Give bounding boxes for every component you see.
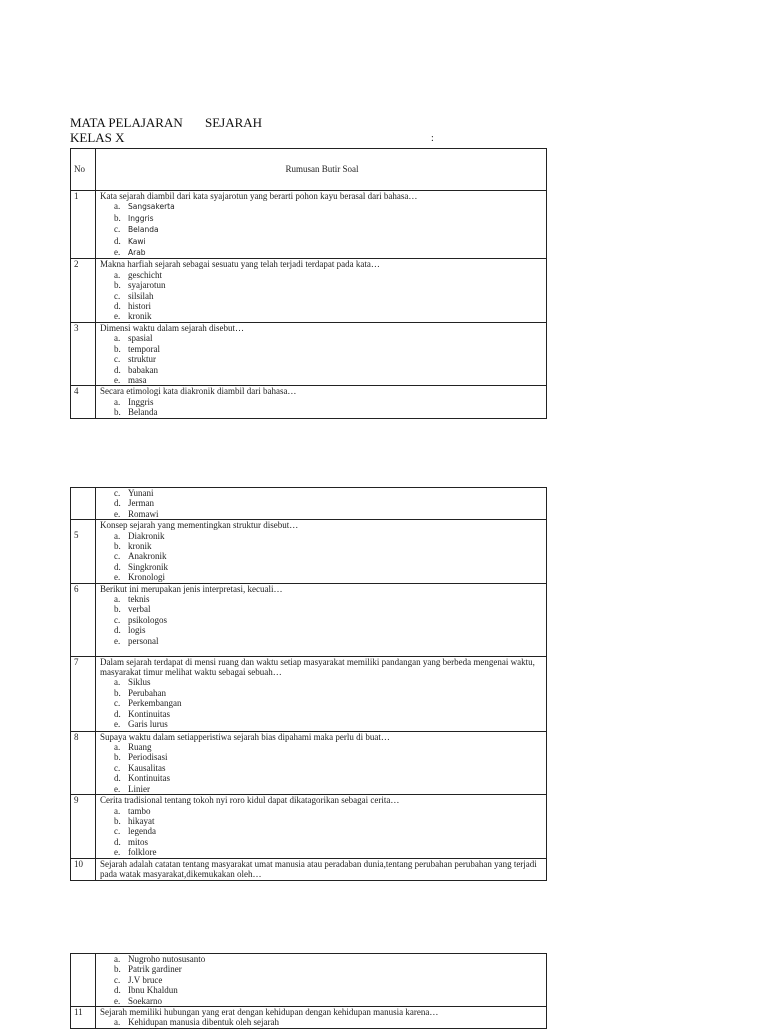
option-letter: a. bbox=[114, 677, 121, 688]
option-letter: a. bbox=[114, 269, 121, 280]
option-list bbox=[100, 594, 544, 646]
question-number: 8 bbox=[71, 731, 96, 794]
option-text: Belanda bbox=[128, 407, 158, 418]
option-item bbox=[100, 806, 544, 816]
option-text: Periodisasi bbox=[128, 752, 168, 763]
option-list bbox=[100, 201, 544, 258]
option-list bbox=[100, 333, 544, 385]
option-text: teknis bbox=[128, 594, 150, 605]
question-number: 1 bbox=[71, 191, 96, 259]
option-letter: c. bbox=[114, 698, 121, 709]
table-row bbox=[71, 322, 547, 385]
option-item bbox=[100, 541, 544, 551]
question-number: 3 bbox=[71, 322, 96, 385]
option-text: Nugroho nutosusanto bbox=[128, 954, 206, 964]
option-text: personal bbox=[128, 635, 159, 646]
option-item bbox=[100, 719, 544, 729]
class-label: KELAS X bbox=[70, 130, 125, 145]
option-text: mitos bbox=[128, 836, 149, 847]
option-text: Garis lurus bbox=[128, 719, 168, 730]
option-item bbox=[100, 752, 544, 762]
option-letter: a. bbox=[114, 594, 121, 605]
question-cell bbox=[96, 386, 547, 418]
option-item bbox=[100, 625, 544, 635]
class-line bbox=[70, 130, 125, 146]
option-item bbox=[100, 688, 544, 698]
option-letter: e. bbox=[114, 508, 121, 519]
question-cell bbox=[96, 1007, 547, 1029]
question-cell bbox=[96, 954, 547, 1007]
option-item bbox=[100, 742, 544, 752]
option-letter: c. bbox=[114, 974, 121, 985]
option-letter: b. bbox=[114, 280, 121, 291]
table-row bbox=[71, 520, 547, 583]
option-text: Sangsakerta bbox=[128, 202, 175, 212]
column-no-header: No bbox=[71, 149, 96, 191]
subject-label: MATA PELAJARAN bbox=[70, 115, 183, 130]
option-text: babakan bbox=[128, 364, 158, 375]
option-text: Diakronik bbox=[128, 530, 165, 541]
question-text: Secara etimologi kata diakronik diambil dari bahasa… bbox=[100, 386, 297, 397]
subject-line bbox=[70, 115, 262, 131]
option-list bbox=[100, 397, 544, 418]
option-letter: a. bbox=[114, 1017, 121, 1028]
question-cell bbox=[96, 520, 547, 583]
option-letter: a. bbox=[114, 742, 121, 753]
option-text: hikayat bbox=[128, 815, 155, 826]
option-letter: a. bbox=[114, 201, 121, 212]
question-table-1 bbox=[70, 148, 547, 419]
question-cell bbox=[96, 322, 547, 385]
option-text: psikologos bbox=[128, 614, 168, 625]
option-letter: c. bbox=[114, 762, 121, 773]
option-text: Kronologi bbox=[128, 572, 165, 583]
option-text: kronik bbox=[128, 311, 152, 322]
option-item bbox=[100, 498, 544, 508]
option-item bbox=[100, 509, 544, 519]
option-letter: b. bbox=[114, 212, 121, 223]
question-cell bbox=[96, 488, 547, 520]
question-cell bbox=[96, 259, 547, 322]
option-letter: a. bbox=[114, 954, 121, 964]
question-cell bbox=[96, 795, 547, 858]
option-text: Jerman bbox=[128, 498, 154, 509]
option-text: Kawi bbox=[128, 236, 146, 246]
option-text: Kausalitas bbox=[128, 762, 166, 773]
option-letter: e. bbox=[114, 719, 121, 730]
option-text: Romawi bbox=[128, 508, 159, 519]
option-item bbox=[100, 847, 544, 857]
option-text: syajarotun bbox=[128, 280, 166, 291]
question-number: 4 bbox=[71, 386, 96, 418]
option-letter: b. bbox=[114, 964, 121, 975]
table-header-row bbox=[71, 149, 547, 191]
option-text: verbal bbox=[128, 604, 151, 615]
option-text: Anakronik bbox=[128, 551, 167, 562]
option-text: Belanda bbox=[128, 225, 159, 235]
table-row bbox=[71, 259, 547, 322]
option-text: tambo bbox=[128, 805, 151, 816]
option-item bbox=[100, 407, 544, 417]
option-letter: e. bbox=[114, 247, 121, 258]
option-item bbox=[100, 954, 544, 964]
table-row bbox=[71, 583, 547, 656]
option-text: Yunani bbox=[128, 488, 154, 498]
option-letter: d. bbox=[114, 364, 121, 375]
option-text: struktur bbox=[128, 354, 156, 365]
option-letter: b. bbox=[114, 687, 121, 698]
option-letter: a. bbox=[114, 333, 121, 344]
table-row bbox=[71, 386, 547, 418]
question-text: Dimensi waktu dalam sejarah disebut… bbox=[100, 322, 244, 333]
option-text: folklore bbox=[128, 847, 157, 858]
table-row bbox=[71, 1007, 547, 1029]
table-row bbox=[71, 795, 547, 858]
option-item bbox=[100, 677, 544, 687]
question-cell bbox=[96, 858, 547, 880]
question-cell bbox=[96, 191, 547, 259]
option-item bbox=[100, 344, 544, 354]
question-cell bbox=[96, 656, 547, 731]
option-letter: d. bbox=[114, 985, 121, 996]
option-item bbox=[100, 397, 544, 407]
option-list bbox=[100, 488, 544, 519]
option-item bbox=[100, 615, 544, 625]
option-item bbox=[100, 311, 544, 321]
option-item bbox=[100, 594, 544, 604]
option-letter: b. bbox=[114, 541, 121, 552]
option-item bbox=[100, 996, 544, 1006]
option-text: Linier bbox=[128, 783, 150, 794]
option-item bbox=[100, 488, 544, 498]
option-item bbox=[100, 201, 544, 212]
option-letter: c. bbox=[114, 488, 121, 498]
option-list bbox=[100, 677, 544, 729]
option-item bbox=[100, 354, 544, 364]
option-item bbox=[100, 975, 544, 985]
option-letter: e. bbox=[114, 572, 121, 583]
option-item bbox=[100, 837, 544, 847]
option-text: Arab bbox=[128, 248, 146, 258]
question-number-text: 5 bbox=[74, 530, 79, 541]
question-number: 11 bbox=[71, 1007, 96, 1029]
question-text: Berikut ini merupakan jenis interpretasi, kecuali… bbox=[100, 583, 283, 594]
option-text: Perubahan bbox=[128, 687, 166, 698]
option-item bbox=[100, 213, 544, 224]
option-item bbox=[100, 816, 544, 826]
option-item bbox=[100, 698, 544, 708]
option-letter: d. bbox=[114, 301, 121, 312]
option-letter: e. bbox=[114, 847, 121, 858]
question-text: Supaya waktu dalam setiapperistiwa sejarah bias dipahami maka perlu di buat… bbox=[100, 731, 390, 742]
option-letter: e. bbox=[114, 311, 121, 322]
option-letter: b. bbox=[114, 752, 121, 763]
question-text: Cerita tradisional tentang tokoh nyi roro kidul dapat dikatagorikan sebagai cerita… bbox=[100, 795, 400, 806]
option-item bbox=[100, 1017, 544, 1027]
question-cell bbox=[96, 583, 547, 656]
option-item bbox=[100, 291, 544, 301]
option-letter: b. bbox=[114, 407, 121, 418]
option-item bbox=[100, 270, 544, 280]
option-text: logis bbox=[128, 625, 146, 636]
option-text: Soekarno bbox=[128, 995, 162, 1006]
option-text: J.V bruce bbox=[128, 974, 163, 985]
option-letter: c. bbox=[114, 290, 121, 301]
option-text: silsilah bbox=[128, 290, 154, 301]
table-row bbox=[71, 858, 547, 880]
option-item bbox=[100, 531, 544, 541]
option-text: Kontinuitas bbox=[128, 773, 170, 784]
option-list bbox=[100, 954, 544, 1006]
option-item bbox=[100, 572, 544, 582]
subject-value: SEJARAH bbox=[205, 115, 263, 130]
option-text: Perkembangan bbox=[128, 698, 182, 709]
option-letter: e. bbox=[114, 783, 121, 794]
option-item bbox=[100, 826, 544, 836]
option-letter: c. bbox=[114, 354, 121, 365]
question-text: Makna harfiah sejarah sebagai sesuatu yang telah terjadi terdapat pada kata… bbox=[100, 259, 380, 270]
table-row bbox=[71, 488, 547, 520]
question-text: Konsep sejarah yang mementingkan struktur disebut… bbox=[100, 520, 299, 531]
option-letter: e. bbox=[114, 374, 121, 385]
option-text: temporal bbox=[128, 343, 160, 354]
option-letter: c. bbox=[114, 551, 121, 562]
option-letter: b. bbox=[114, 343, 121, 354]
option-item bbox=[100, 280, 544, 290]
option-item bbox=[100, 236, 544, 247]
option-letter: d. bbox=[114, 708, 121, 719]
option-letter: a. bbox=[114, 805, 121, 816]
option-item bbox=[100, 562, 544, 572]
option-letter: b. bbox=[114, 604, 121, 615]
option-letter: d. bbox=[114, 625, 121, 636]
option-letter: d. bbox=[114, 561, 121, 572]
option-item bbox=[100, 709, 544, 719]
option-text: Ruang bbox=[128, 742, 152, 753]
question-table-2 bbox=[70, 487, 547, 881]
table-row bbox=[71, 954, 547, 1007]
option-letter: a. bbox=[114, 530, 121, 541]
option-text: Kehidupan manusia dibentuk oleh sejarah bbox=[128, 1017, 279, 1028]
option-text: geschicht bbox=[128, 269, 162, 280]
option-text: Inggris bbox=[128, 213, 154, 223]
option-letter: c. bbox=[114, 826, 121, 837]
table-row bbox=[71, 191, 547, 259]
question-text: Sejarah memiliki hubungan yang erat dengan kehidupan dengan kehidupan manusia karena… bbox=[100, 1007, 439, 1018]
option-list bbox=[100, 806, 544, 858]
option-letter: c. bbox=[114, 614, 121, 625]
option-item bbox=[100, 763, 544, 773]
column-title-header: Rumusan Butir Soal bbox=[96, 149, 547, 191]
option-text: masa bbox=[128, 374, 147, 385]
question-text: Kata sejarah diambil dari kata syajarotun yang berarti pohon kayu berasal dari bahasa… bbox=[100, 191, 418, 201]
question-number: 6 bbox=[71, 583, 96, 656]
option-item bbox=[100, 964, 544, 974]
option-text: histori bbox=[128, 301, 152, 312]
question-number: 9 bbox=[71, 795, 96, 858]
option-text: Singkronik bbox=[128, 561, 169, 572]
option-item bbox=[100, 985, 544, 995]
question-cell bbox=[96, 731, 547, 794]
option-letter: d. bbox=[114, 235, 121, 246]
option-item bbox=[100, 784, 544, 794]
option-letter: d. bbox=[114, 773, 121, 784]
option-text: Patrik gardiner bbox=[128, 964, 182, 975]
option-item bbox=[100, 375, 544, 385]
option-letter: d. bbox=[114, 836, 121, 847]
option-list bbox=[100, 270, 544, 322]
option-list bbox=[100, 1017, 544, 1027]
option-letter: e. bbox=[114, 995, 121, 1006]
option-item bbox=[100, 365, 544, 375]
question-number: 7 bbox=[71, 656, 96, 731]
option-text: Kontinuitas bbox=[128, 708, 170, 719]
option-letter: e. bbox=[114, 635, 121, 646]
option-item bbox=[100, 773, 544, 783]
option-text: kronik bbox=[128, 541, 152, 552]
option-letter: a. bbox=[114, 396, 121, 407]
option-list bbox=[100, 742, 544, 794]
question-number-empty bbox=[71, 954, 96, 1007]
table-row bbox=[71, 731, 547, 794]
question-number: 10 bbox=[71, 858, 96, 880]
option-item bbox=[100, 301, 544, 311]
question-text: Dalam sejarah terdapat di mensi ruang dan waktu setiap masyarakat memiliki pandangan yang berbeda mengenai waktu, masyarakat timur melihat waktu sebagai sebuah… bbox=[100, 656, 535, 678]
question-number-empty bbox=[71, 488, 96, 520]
table-row bbox=[71, 656, 547, 731]
option-text: Ibnu Khaldun bbox=[128, 985, 178, 996]
question-text: Sejarah adalah catatan tentang masyarakat umat manusia atau peradaban dunia,tentang perubahan perubahan yang terjadi pada watak masyarakat,dikemukakan oleh… bbox=[100, 858, 537, 879]
option-list bbox=[100, 531, 544, 583]
option-item bbox=[100, 636, 544, 646]
option-item bbox=[100, 604, 544, 614]
option-letter: c. bbox=[114, 224, 121, 235]
option-item bbox=[100, 551, 544, 561]
option-text: spasial bbox=[128, 333, 153, 344]
question-number bbox=[71, 520, 96, 583]
option-text: Inggris bbox=[128, 396, 154, 407]
header-colon: : bbox=[431, 133, 434, 144]
option-text: legenda bbox=[128, 826, 156, 837]
option-item bbox=[100, 247, 544, 258]
option-letter: b. bbox=[114, 815, 121, 826]
option-letter: d. bbox=[114, 498, 121, 509]
question-number: 2 bbox=[71, 259, 96, 322]
option-text: Siklus bbox=[128, 677, 151, 688]
option-item bbox=[100, 224, 544, 235]
option-item bbox=[100, 333, 544, 343]
question-table-3 bbox=[70, 953, 547, 1029]
